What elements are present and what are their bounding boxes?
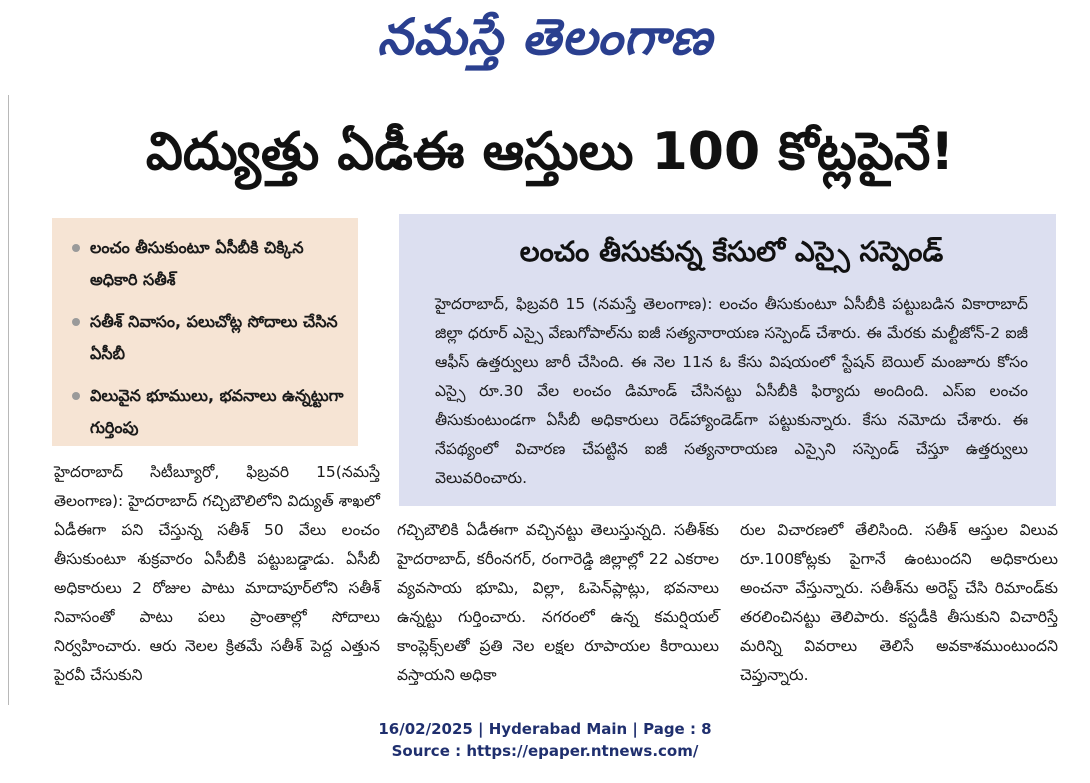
highlight-item xyxy=(68,306,348,370)
highlight-item xyxy=(68,380,348,444)
highlights-box xyxy=(52,218,358,446)
bullet-icon xyxy=(72,244,80,252)
related-story-box xyxy=(399,214,1056,506)
related-story-body: హైదరాబాద్, ఫిబ్రవరి 15 (నమస్తే తెలంగాణ): లంచం తీసుకుంటూ ఏసీబీకి పట్టుబడిన వికారాబాద్ జిల్లా ధరూర్ ఎస్సై వేణుగోపాల్‌ను ఐజీ సత్యనారాయణ సస్పెండ్ చేశారు. ఈ మేరకు మల్టీజోన్-2 ఐజీ ఆఫీస్ ఉత్తర్వులు జారీ చేసింది. ఈ నెల 11న ఓ కేసు విషయంలో స్టేషన్ బెయిల్ మంజూరు కోసం ఎస్సై రూ.30 వేల లంచం డిమాండ్ చేసినట్టు ఏసీబీకి ఫిర్యాదు అందింది. ఎస్‌ఐ లంచం తీసుకుంటుండగా ఏసీబీ అధికారులు రెడ్‌హ్యాండెడ్‌గా పట్టుకున్నారు. కేసు నమోదు చేశారు. ఈ నేపథ్యంలో విచారణ చేపట్టిన ఐజీ సత్యనారాయణ ఎస్సైని సస్పెండ్ చేస్తూ ఉత్తర్వులు వెలువరించారు. xyxy=(435,295,1028,487)
bullet-icon xyxy=(72,318,80,326)
article-column-3: రుల విచారణలో తేలిసింది. సతీశ్ ఆస్తుల విలువ రూ.100కోట్లకు పైగానే ఉంటుందని అధికారులు అంచనా వేస్తున్నారు. సతీశ్‌ను అరెస్ట్ చేసి రిమాండ్‌కు తరలించినట్టు తెలిపారు. కస్టడీకి తీసుకుని విచారిస్తే మరిన్ని వివరాలు తెలిసే అవకాశముంటుందని చెప్తున్నారు. xyxy=(740,521,1058,684)
article-column-2: గచ్చిబౌలికి ఏడీఈగా వచ్చినట్టు తెలుస్తున్నది. సతీశ్‌కు హైదరాబాద్, కరీంనగర్, రంగారెడ్డి జిల్లాల్లో 22 ఎకరాల వ్యవసాయ భూమి, విల్లా, ఓపెన్‌ప్లాట్లు, భవనాలు ఉన్నట్టు గుర్తించారు. నగరంలో ఉన్న కమర్షియల్ కాంప్లెక్స్‌లతో ప్రతి నెల లక్షల రూపాయల కిరాయిలు వస్తాయని అధికా xyxy=(397,521,719,684)
highlight-item xyxy=(68,232,348,296)
bullet-icon xyxy=(72,392,80,400)
highlight-text: సతీశ్ నివాసం, పలుచోట్ల సోదాలు చేసిన ఏసీబీ xyxy=(90,312,338,363)
page-footer xyxy=(0,718,1090,762)
column-divider xyxy=(8,95,9,705)
headline xyxy=(20,105,1080,200)
article-column-1: హైదరాబాద్ సిటీబ్యూరో, ఫిబ్రవరి 15(నమస్తే తెలంగాణ): హైదరాబాద్ గచ్చిబౌలిలోని విద్యుత్ శాఖలో ఏడీఈగా పని చేస్తున్న సతీశ్ 50 వేలు లంచం తీసుకుంటూ శుక్రవారం ఏసీబీకి పట్టుబడ్డాడు. ఏసీబీ అధికారులు 2 రోజుల పాటు మాదాపూర్‌లోని సతీశ్ నివాసంతో పాటు పలు ప్రాంతాల్లో సోదాలు నిర్వహించారు. ఆరు నెలల క్రితమే సతీశ్ పెద్ద ఎత్తున పైరవీ చేసుకుని xyxy=(54,463,380,684)
source-link[interactable]: Source : https://epaper.ntnews.com/ xyxy=(391,742,699,760)
related-story-heading: లంచం తీసుకున్న కేసులో ఎస్సై సస్పెండ్ xyxy=(519,235,944,268)
headline-text: విద్యుత్తు ఏడీఈ ఆస్తులు 100 కోట్లపైనే! xyxy=(145,122,955,182)
highlight-text: లంచం తీసుకుంటూ ఏసీబీకి చిక్కిన అధికారి సతీశ్ xyxy=(90,238,304,289)
highlight-text: విలువైన భూములు, భవనాలు ఉన్నట్టుగా గుర్తింపు xyxy=(90,386,344,437)
edition-info: 16/02/2025 | Hyderabad Main | Page : 8 xyxy=(378,720,712,738)
newspaper-masthead xyxy=(0,2,1090,72)
masthead-title: నమస్తే తెలంగాణ xyxy=(377,7,713,66)
